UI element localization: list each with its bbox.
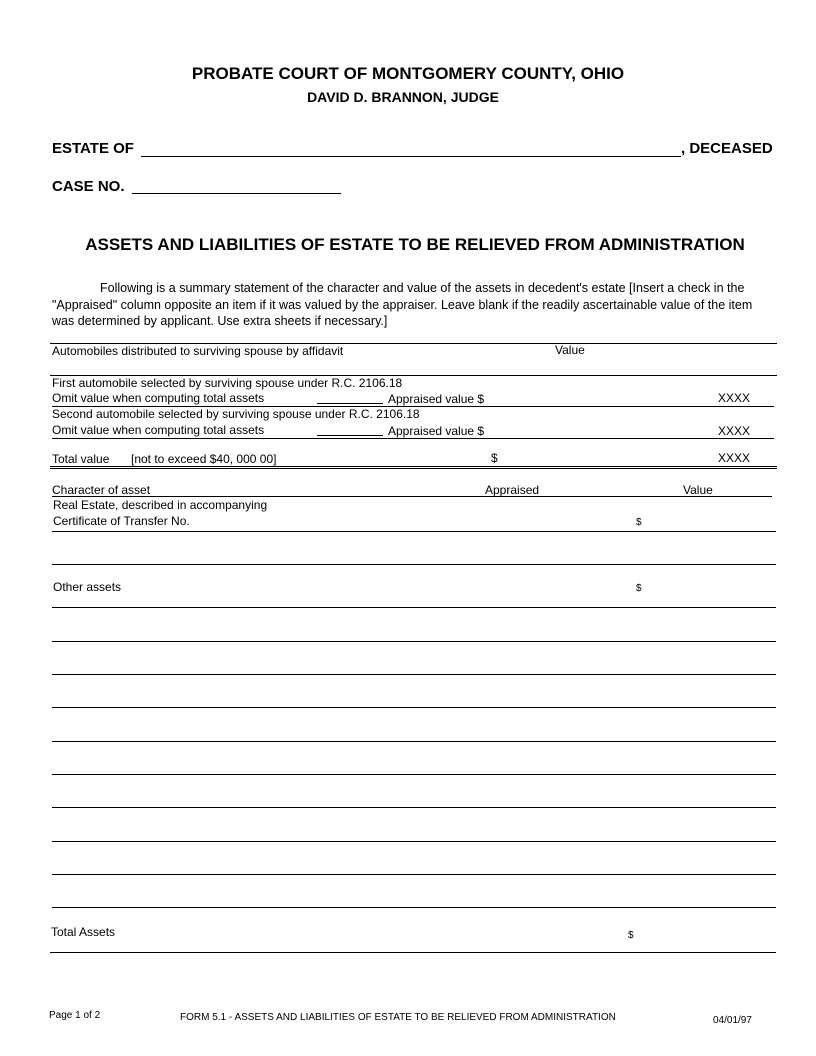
asset-line[interactable] xyxy=(52,674,776,675)
asset-line[interactable] xyxy=(52,607,776,608)
second-appraised-value-label: Appraised value $ xyxy=(388,424,485,438)
deceased-label: , DECEASED xyxy=(681,140,773,157)
other-assets-label: Other assets xyxy=(53,580,122,594)
form-title: ASSETS AND LIABILITIES OF ESTATE TO BE RELIEVED FROM ADMINISTRATION xyxy=(85,235,745,254)
divider xyxy=(52,438,774,439)
instructions-paragraph xyxy=(52,280,774,330)
total-value-note: [not to exceed $40, 000 00] xyxy=(131,452,277,466)
real-estate-label: Real Estate, described in accompanying xyxy=(53,498,268,512)
asset-line[interactable] xyxy=(52,741,776,742)
divider xyxy=(50,468,777,469)
total-dollar-sign: $ xyxy=(491,451,498,465)
court-name: PROBATE COURT OF MONTGOMERY COUNTY, OHIO xyxy=(191,64,625,83)
asset-line[interactable] xyxy=(52,564,776,565)
total-assets-label: Total Assets xyxy=(51,925,116,939)
certificate-of-transfer-label: Certificate of Transfer No. xyxy=(53,514,190,528)
second-automobile-label: Second automobile selected by surviving spouse under R.C. 2106.18 xyxy=(52,407,420,421)
total-value-label: Total value xyxy=(52,452,110,466)
first-appraised-value-label: Appraised value $ xyxy=(388,392,485,406)
asset-line[interactable] xyxy=(52,641,776,642)
case-number-field[interactable] xyxy=(132,193,341,194)
case-no-label: CASE NO. xyxy=(52,178,125,195)
automobiles-value-label: Value xyxy=(555,343,585,357)
estate-of-label: ESTATE OF xyxy=(52,140,134,157)
judge-name: DAVID D. BRANNON, JUDGE xyxy=(307,89,499,105)
other-assets-dollar-sign: $ xyxy=(636,583,642,594)
total-assets-dollar-sign: $ xyxy=(628,930,634,941)
asset-line[interactable] xyxy=(52,841,776,842)
asset-line[interactable] xyxy=(52,874,776,875)
first-xxxx: XXXX xyxy=(718,391,751,405)
estate-name-field[interactable] xyxy=(141,156,681,157)
second-automobile-check-field[interactable] xyxy=(317,435,383,436)
character-of-asset-header: Character of asset xyxy=(52,483,151,497)
value-header: Value xyxy=(683,483,713,497)
instructions-text: Following is a summary statement of the character and value of the assets in decedent's estate [Insert a check in the "Appraised" column opposite an item if it was valued by the appraiser. Leave blank if the readily ascertainable value of the item was determined by applicant. Use extra sheets if necessary.] xyxy=(52,281,753,328)
asset-line[interactable] xyxy=(52,774,776,775)
form-date: 04/01/97 xyxy=(713,1015,752,1026)
asset-line[interactable] xyxy=(52,531,776,532)
asset-line[interactable] xyxy=(52,707,776,708)
second-xxxx: XXXX xyxy=(718,424,751,438)
form-number: FORM 5.1 - ASSETS AND LIABILITIES OF ESTATE TO BE RELIEVED FROM ADMINISTRATION xyxy=(180,1012,616,1023)
divider xyxy=(52,496,772,497)
first-automobile-check-field[interactable] xyxy=(317,403,383,404)
real-estate-dollar-sign: $ xyxy=(636,517,642,528)
page-number: Page 1 of 2 xyxy=(49,1010,101,1021)
automobiles-header: Automobiles distributed to surviving spouse by affidavit xyxy=(52,344,344,358)
total-assets-line[interactable] xyxy=(50,952,776,953)
total-xxxx: XXXX xyxy=(718,451,751,465)
divider xyxy=(50,466,777,467)
first-automobile-omit-note: Omit value when computing total assets xyxy=(52,391,265,405)
asset-line[interactable] xyxy=(52,807,776,808)
first-automobile-label: First automobile selected by surviving spouse under R.C. 2106.18 xyxy=(52,376,403,390)
appraised-header: Appraised xyxy=(485,483,540,497)
asset-line[interactable] xyxy=(52,907,776,908)
second-automobile-omit-note: Omit value when computing total assets xyxy=(52,423,265,437)
